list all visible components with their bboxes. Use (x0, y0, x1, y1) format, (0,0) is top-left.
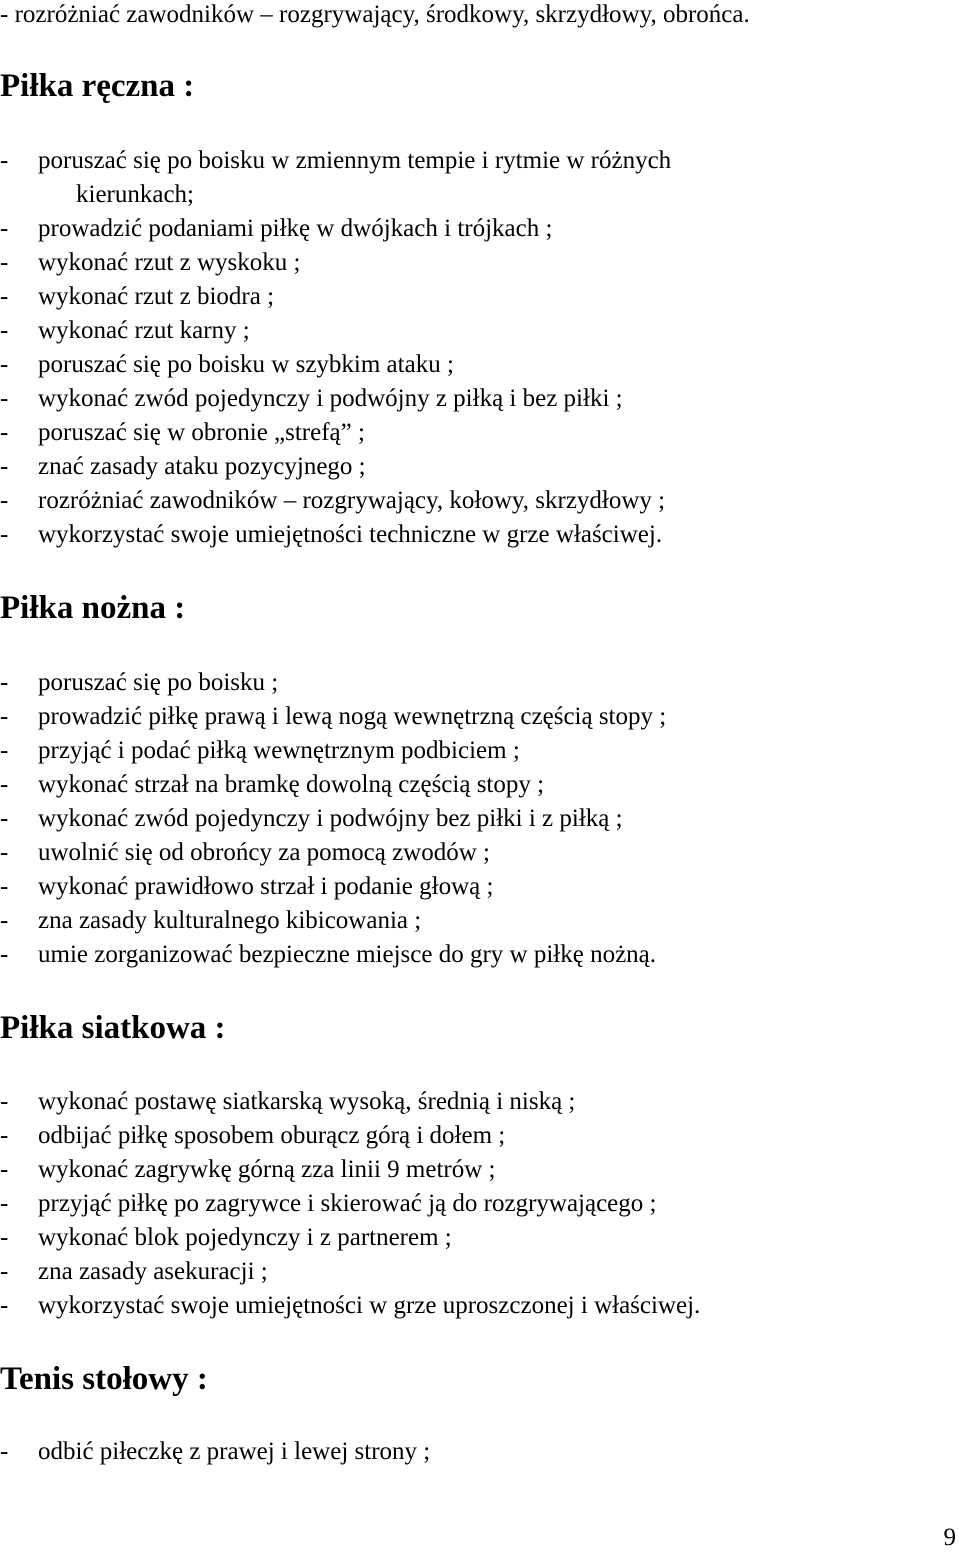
bullet-dash: - (0, 249, 9, 276)
list-item (0, 872, 494, 902)
list-item-text: umie zorganizować bezpieczne miejsce do gry w piłkę nożną. (38, 941, 657, 968)
bullet-dash: - (0, 487, 9, 514)
bullet-dash: - (0, 521, 9, 548)
bullet-dash: - (0, 669, 9, 696)
bullet-dash: - (0, 1190, 9, 1217)
bullet-dash: - (0, 873, 9, 900)
list-item (0, 906, 422, 936)
list-item (0, 1155, 496, 1185)
bullet-dash: - (0, 351, 9, 378)
list-item-text: wykonać strzał na bramkę dowolną częścią stopy ; (38, 771, 545, 798)
list-item-text: wykonać zwód pojedynczy i podwójny z piłką i bez piłki ; (38, 385, 623, 412)
bullet-dash: - (0, 283, 9, 310)
list-item-text: poruszać się w obronie „strefą” ; (38, 419, 365, 446)
section-heading-pilka-reczna: Piłka ręczna : (0, 68, 195, 104)
list-item (0, 486, 666, 516)
list-item-text: wykonać rzut z biodra ; (38, 283, 275, 310)
list-item-continuation: kierunkach; (76, 181, 195, 208)
bullet-dash: - (0, 147, 9, 174)
list-item (0, 316, 250, 346)
list-item-text: prowadzić piłkę prawą i lewą nogą wewnętrzną częścią stopy ; (38, 703, 667, 730)
bullet-dash: - (0, 1122, 9, 1149)
bullet-dash: - (0, 737, 9, 764)
bullet-dash: - (0, 453, 9, 480)
list-item-text: odbić piłeczkę z prawej i lewej strony ; (38, 1438, 431, 1465)
list-item (0, 668, 279, 698)
bullet-dash: - (0, 907, 9, 934)
list-item (0, 1257, 268, 1287)
list-item-text: wykonać prawidłowo strzał i podanie głową ; (38, 873, 494, 900)
list-item-text: poruszać się po boisku w zmiennym tempie i rytmie w różnych (38, 147, 672, 174)
bullet-dash: - (0, 703, 9, 730)
list-item-text: przyjąć i podać piłką wewnętrznym podbiciem ; (38, 737, 520, 764)
list-item (0, 282, 275, 312)
list-item (0, 838, 490, 868)
section-heading-pilka-nozna: Piłka nożna : (0, 590, 186, 626)
list-item (0, 146, 672, 176)
list-item (0, 214, 553, 244)
list-item (0, 1223, 452, 1253)
bullet-dash: - (0, 941, 9, 968)
list-item (0, 384, 623, 414)
list-item-text: wykorzystać swoje umiejętności w grze uproszczonej i właściwej. (38, 1292, 701, 1319)
list-item (0, 702, 667, 732)
list-item (0, 520, 663, 550)
list-item-text: rozróżniać zawodników – rozgrywający, kołowy, skrzydłowy ; (38, 487, 666, 514)
bullet-dash: - (0, 1088, 9, 1115)
bullet-dash: - (0, 839, 9, 866)
list-item-text: wykonać rzut z wyskoku ; (38, 249, 301, 276)
list-item-text: zna zasady asekuracji ; (38, 1258, 268, 1285)
list-item-text: prowadzić podaniami piłkę w dwójkach i trójkach ; (38, 215, 553, 242)
bullet-dash: - (0, 419, 9, 446)
bullet-dash: - (0, 317, 9, 344)
bullet-dash: - (0, 215, 9, 242)
bullet-dash: - (0, 1224, 9, 1251)
bullet-dash: - (0, 771, 9, 798)
list-item (0, 350, 454, 380)
bullet-dash: - (0, 385, 9, 412)
list-item-text: poruszać się po boisku ; (38, 669, 279, 696)
list-item (0, 418, 365, 448)
list-item (0, 940, 657, 970)
list-item-text: wykonać postawę siatkarską wysoką, średnią i niską ; (38, 1088, 576, 1115)
section-heading-tenis-stolowy: Tenis stołowy : (0, 1361, 208, 1397)
section-heading-pilka-siatkowa: Piłka siatkowa : (0, 1010, 226, 1046)
list-item-text: odbijać piłkę sposobem oburącz górą i dołem ; (38, 1122, 506, 1149)
list-item (0, 1437, 431, 1467)
bullet-dash: - (0, 1438, 9, 1465)
list-item (0, 1291, 701, 1321)
list-item (0, 452, 366, 482)
list-item (0, 804, 623, 834)
list-item-text: znać zasady ataku pozycyjnego ; (38, 453, 366, 480)
list-item (0, 1121, 506, 1151)
list-item (0, 1087, 576, 1117)
list-item (0, 1189, 657, 1219)
list-item-text: wykonać zagrywkę górną zza linii 9 metrów ; (38, 1156, 496, 1183)
list-item-text: wykonać rzut karny ; (38, 317, 250, 344)
bullet-dash: - (0, 805, 9, 832)
bullet-dash: - (0, 1292, 9, 1319)
list-item (0, 248, 301, 278)
list-item-text: wykorzystać swoje umiejętności techniczne w grze właściwej. (38, 521, 663, 548)
top-line: - rozróżniać zawodników – rozgrywający, środkowy, skrzydłowy, obrońca. (0, 1, 750, 28)
list-item (0, 736, 520, 766)
list-item-text: przyjąć piłkę po zagrywce i skierować ją do rozgrywającego ; (38, 1190, 657, 1217)
list-item-text: wykonać zwód pojedynczy i podwójny bez piłki i z piłką ; (38, 805, 623, 832)
bullet-dash: - (0, 1258, 9, 1285)
list-item-text: uwolnić się od obrońcy za pomocą zwodów ; (38, 839, 490, 866)
list-item-text: wykonać blok pojedynczy i z partnerem ; (38, 1224, 452, 1251)
bullet-dash: - (0, 1156, 9, 1183)
page-number: 9 (943, 1524, 956, 1551)
list-item-text: poruszać się po boisku w szybkim ataku ; (38, 351, 454, 378)
list-item (0, 770, 545, 800)
list-item-text: zna zasady kulturalnego kibicowania ; (38, 907, 422, 934)
